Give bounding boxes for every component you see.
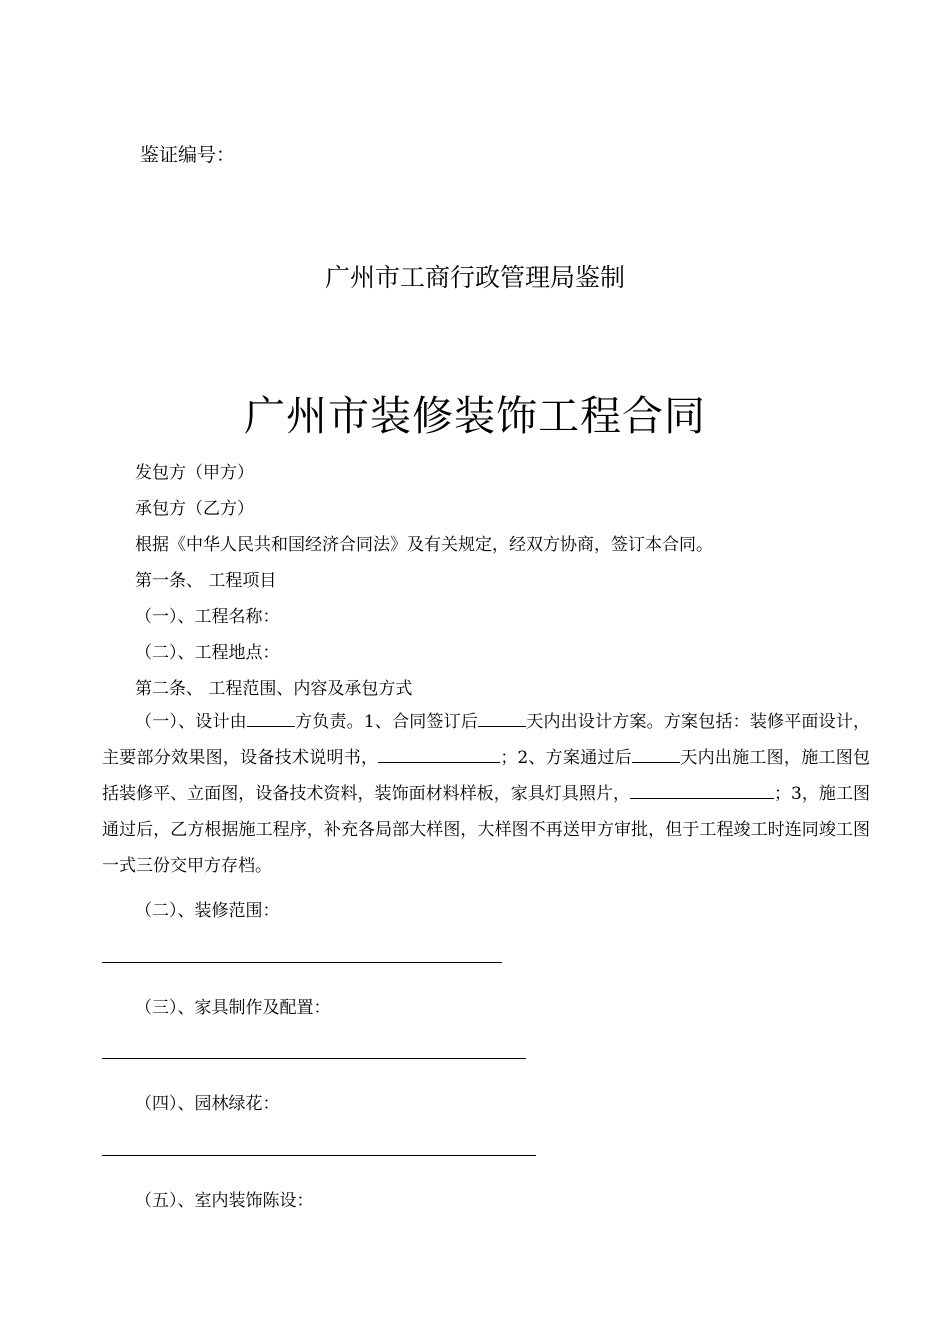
furniture-fill-line: [102, 1058, 526, 1059]
project-location-line: （二）、工程地点：: [135, 643, 280, 663]
article1-heading: 第一条、 工程项目: [135, 571, 277, 591]
design-text-6: ；3，施工图通过后，乙方根据施工程序，补充各局部大样图，大样图不再送甲方审批，但于工程竣工时连同竣工图一式三份交甲方存档。: [102, 784, 870, 876]
decoration-scope-fill-line: [102, 962, 502, 963]
design-text-3: 天内出设计方案。方案包括：装修平面设计，主要部分效果图，设备技术说明书，: [102, 712, 871, 768]
design-text-1: （一）、设计由: [135, 712, 247, 732]
landscaping-fill-line: [102, 1155, 536, 1156]
employer-party-line: 发包方（甲方）: [135, 463, 254, 483]
contractor-party-line: 承包方（乙方）: [135, 499, 254, 519]
decoration-scope-line: （二）、装修范围：: [135, 901, 280, 921]
intro-line: 根据《中华人民共和国经济合同法》及有关规定，经双方协商，签订本合同。: [135, 535, 713, 555]
project-name-line: （一）、工程名称：: [135, 607, 280, 627]
certification-number-label: 鉴证编号：: [140, 144, 236, 166]
issuer-line: 广州市工商行政管理局鉴制: [324, 263, 625, 292]
drawing-days-blank: [632, 746, 680, 763]
interior-furnishing-line: （五）、室内装饰陈设：: [135, 1191, 314, 1211]
plan-days-blank: [478, 710, 526, 727]
landscaping-line: （四）、园林绿花：: [135, 1094, 280, 1114]
design-paragraph: [102, 704, 870, 884]
design-text-4: ；2、方案通过后: [500, 748, 633, 768]
design-text-5: 天内出施工图，施工图包括装修平、立面图，设备技术资料，装饰面材料样板，家具灯具照片，: [102, 748, 871, 804]
design-party-blank: [247, 710, 295, 727]
drawing-extra-blank: [630, 782, 774, 799]
furniture-line: （三）、家具制作及配置：: [135, 998, 331, 1018]
contract-title: 广州市装修装饰工程合同: [244, 392, 706, 440]
plan-extra-blank: [378, 746, 500, 763]
design-text-2: 方负责。1、合同签订后: [294, 712, 479, 732]
article2-heading: 第二条、 工程范围、内容及承包方式: [135, 679, 413, 699]
